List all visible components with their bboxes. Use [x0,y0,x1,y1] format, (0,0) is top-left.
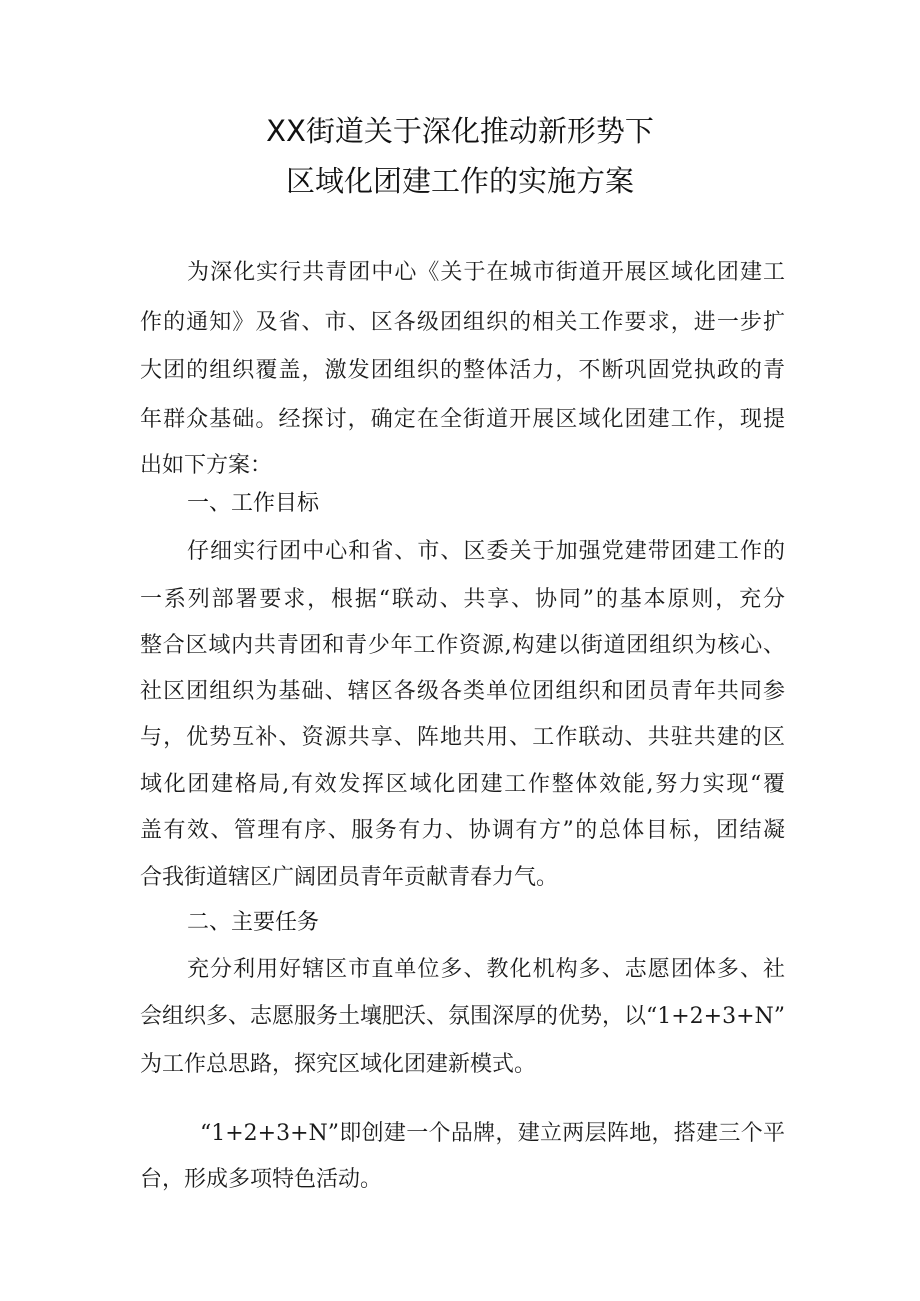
section1-line: 整合区域内共青团和青少年工作资源,构建以街道团组织为核心、 [140,633,785,658]
document-title-line-2: 区域化团建工作的实施方案 [285,164,634,198]
section1-line: 仔细实行团中心和省、市、区委关于加强党建带团建工作的 [187,539,785,564]
section2b-line: 台，形成多项特色活动。 [140,1167,383,1192]
document-title-line-1: XX街道关于深化推动新形势下 [266,114,654,148]
intro-line: 出如下方案： [140,453,273,478]
section2b-line: “1+2+3+N”即创建一个品牌，建立两层阵地，搭建三个平 [200,1121,785,1146]
intro-line: 大团的组织覆盖，激发团组织的整体活力，不断巩固党执政的青 [140,358,785,383]
section-heading-goals: 一、工作目标 [187,491,320,516]
section2-line: 充分利用好辖区市直单位多、教化机构多、志愿团体多、社 [187,957,785,982]
section1-line: 盖有效、管理有序、服务有力、协调有方”的总体目标，团结凝 [140,818,785,843]
section2-line: 会组织多、志愿服务土壤肥沃、氛围深厚的优势，以“1+2+3+N” [140,1004,786,1029]
section1-line: 合我街道辖区广阔团员青年贡献青春力气。 [140,865,559,890]
section1-line: 域化团建格局,有效发挥区域化团建工作整体效能,努力实现“覆 [140,772,785,797]
intro-line: 年群众基础。经探讨，确定在全街道开展区域化团建工作，现提 [140,407,785,432]
section1-line: 社区团组织为基础、辖区各级各类单位团组织和团员青年共同参 [140,679,785,704]
intro-line: 作的通知》及省、市、区各级团组织的相关工作要求，进一步扩 [140,310,785,335]
section1-line: 一系列部署要求，根据“联动、共享、协同”的基本原则，充分 [140,587,785,612]
intro-line: 为深化实行共青团中心《关于在城市街道开展区域化团建工 [187,260,785,285]
section-heading-tasks: 二、主要任务 [187,910,320,935]
section1-line: 与，优势互补、资源共享、阵地共用、工作联动、共驻共建的区 [140,725,785,750]
section2-line: 为工作总思路，探究区域化团建新模式。 [140,1052,537,1077]
